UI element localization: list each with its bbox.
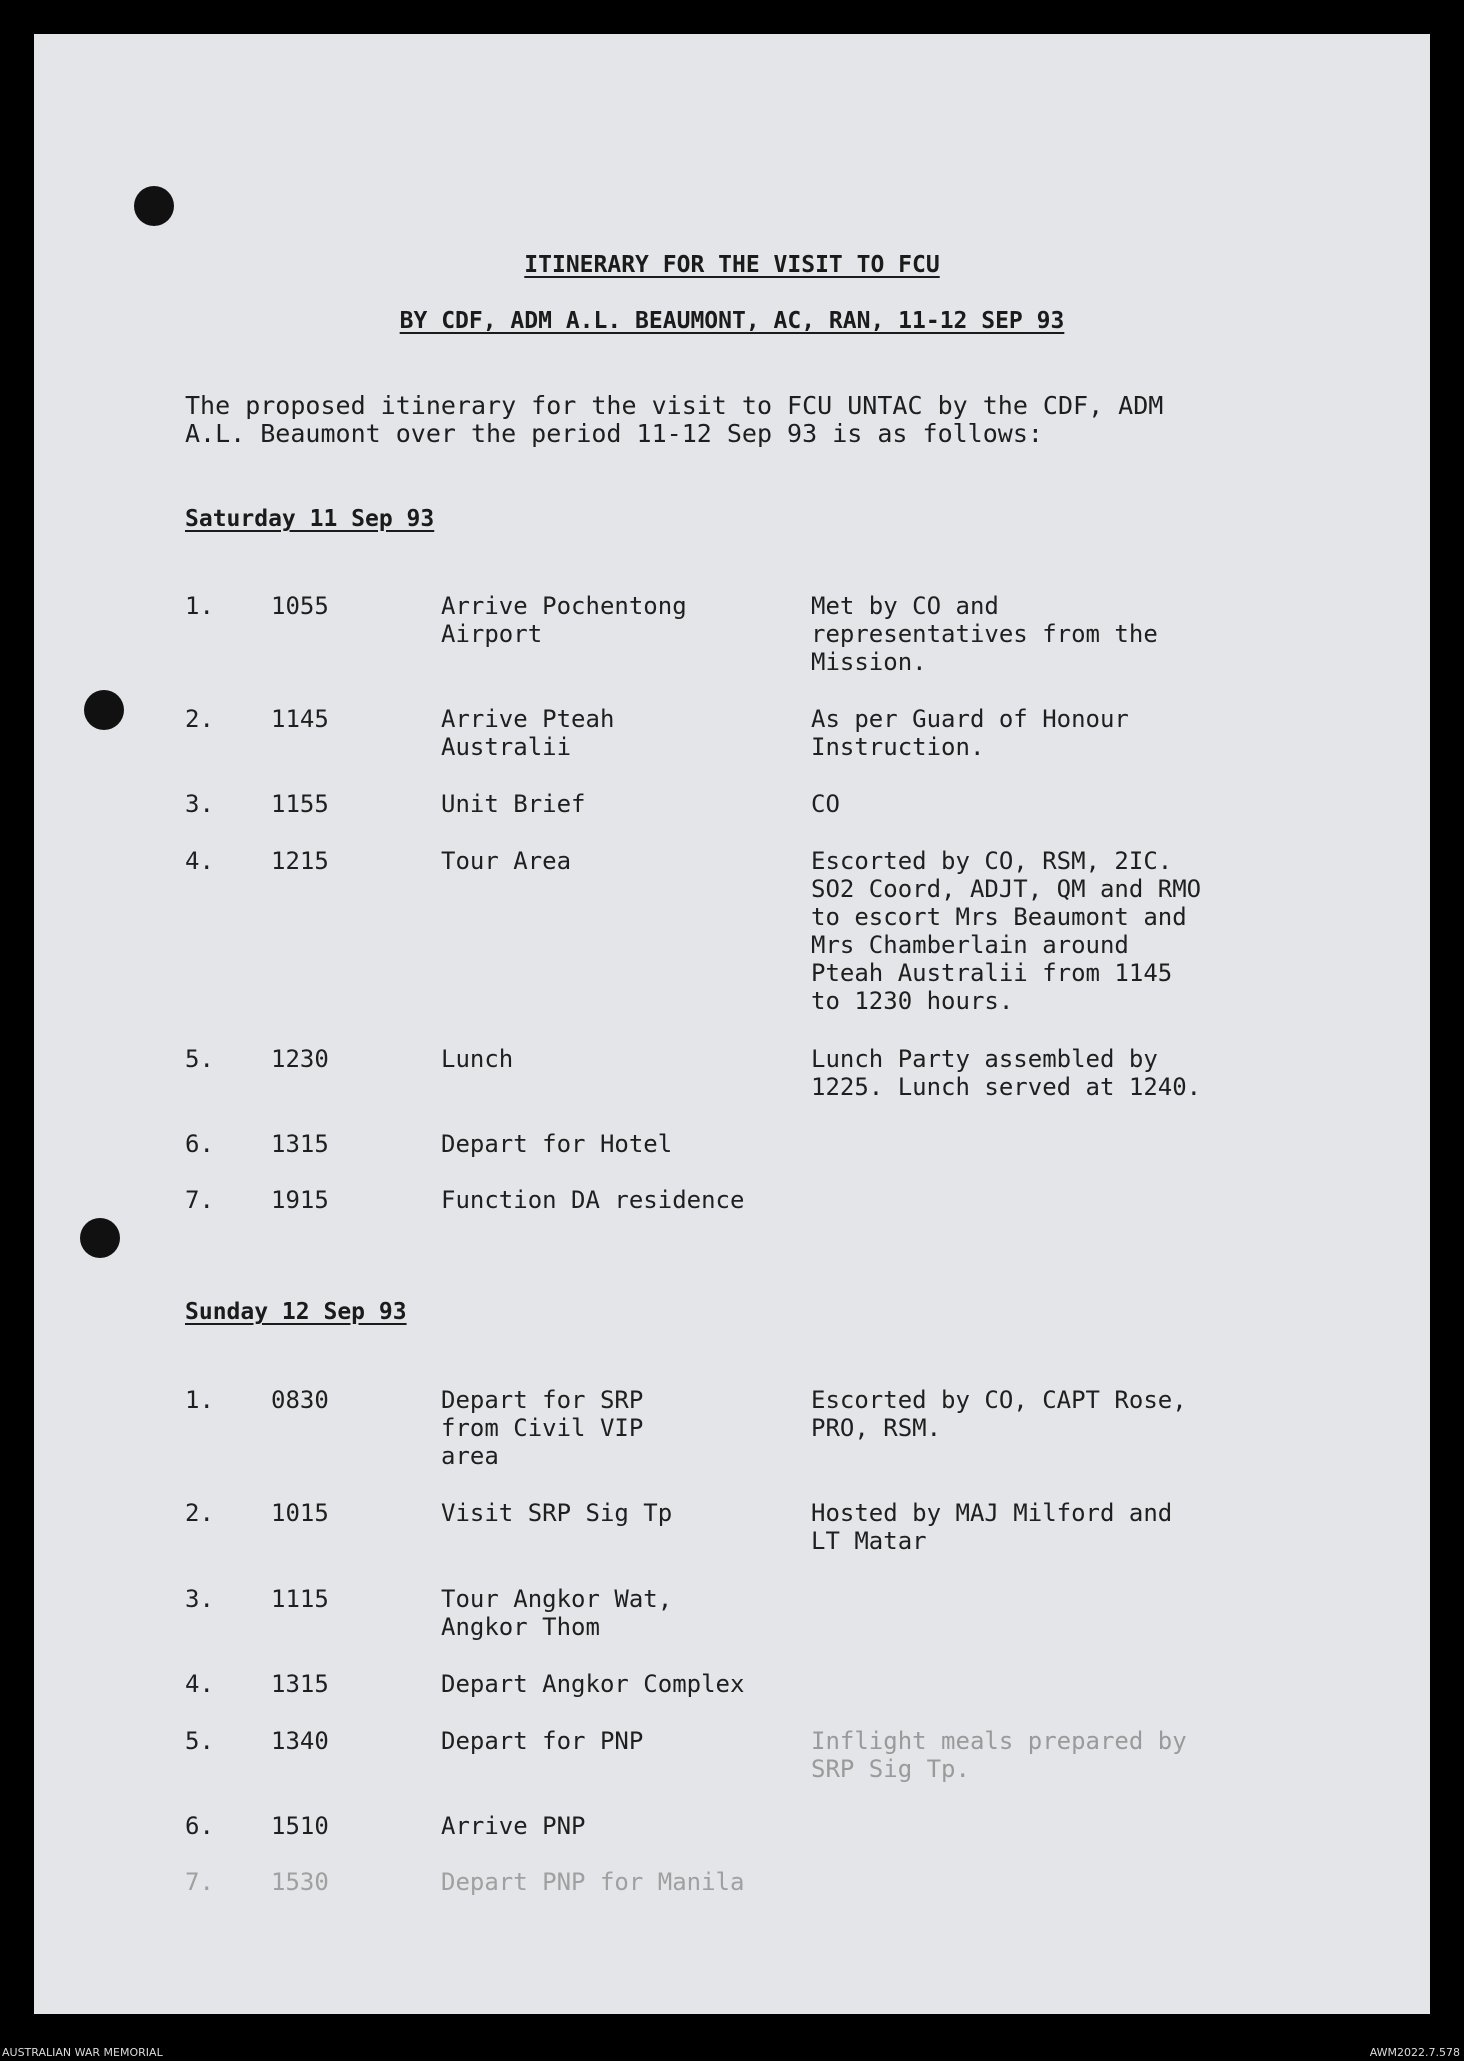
item-time: 1915 xyxy=(271,1186,329,1214)
item-number: 3. xyxy=(185,1585,214,1613)
punch-hole xyxy=(80,1218,120,1258)
item-notes: CO xyxy=(811,790,840,818)
item-notes: As per Guard of Honour Instruction. xyxy=(811,705,1129,761)
item-notes: Lunch Party assembled by 1225. Lunch served at 1240. xyxy=(811,1045,1202,1101)
item-time: 1340 xyxy=(271,1727,329,1755)
item-number: 5. xyxy=(185,1727,214,1755)
item-event: Arrive PNP xyxy=(441,1812,586,1840)
item-time: 1055 xyxy=(271,592,329,620)
item-time: 1530 xyxy=(271,1868,329,1896)
item-number: 2. xyxy=(185,705,214,733)
item-number: 7. xyxy=(185,1868,214,1896)
item-notes: Escorted by CO, RSM, 2IC. SO2 Coord, ADJT, QM and RMO to escort Mrs Beaumont and Mrs Chamberlain around Pteah Australii from 1145 to 1230 hours. xyxy=(811,847,1202,1015)
item-time: 1230 xyxy=(271,1045,329,1073)
item-event: Depart for Hotel xyxy=(441,1130,673,1158)
item-time: 1015 xyxy=(271,1499,329,1527)
day-heading: Sunday 12 Sep 93 xyxy=(185,1299,407,1325)
item-event: Arrive Pteah Australii xyxy=(441,705,615,761)
item-time: 0830 xyxy=(271,1386,329,1414)
item-notes: Met by CO and representatives from the Mission. xyxy=(811,592,1158,676)
item-event: Arrive Pochentong Airport xyxy=(441,592,687,648)
day-heading: Saturday 11 Sep 93 xyxy=(185,506,435,532)
document-title: ITINERARY FOR THE VISIT TO FCU xyxy=(524,252,940,278)
item-event: Depart for SRP from Civil VIP area xyxy=(441,1386,644,1470)
item-time: 1215 xyxy=(271,847,329,875)
punch-hole xyxy=(84,690,124,730)
item-number: 7. xyxy=(185,1186,214,1214)
intro-paragraph: The proposed itinerary for the visit to FCU UNTAC by the CDF, ADM A.L. Beaumont over the period 11-12 Sep 93 is as follows: xyxy=(185,391,1164,448)
item-event: Unit Brief xyxy=(441,790,586,818)
item-notes: Escorted by CO, CAPT Rose, PRO, RSM. xyxy=(811,1386,1187,1442)
punch-hole xyxy=(134,186,174,226)
item-number: 6. xyxy=(185,1812,214,1840)
item-time: 1115 xyxy=(271,1585,329,1613)
item-time: 1315 xyxy=(271,1130,329,1158)
item-event: Tour Area xyxy=(441,847,572,875)
item-event: Visit SRP Sig Tp xyxy=(441,1499,673,1527)
item-event: Lunch xyxy=(441,1045,514,1073)
item-number: 2. xyxy=(185,1499,214,1527)
item-number: 4. xyxy=(185,847,214,875)
item-time: 1145 xyxy=(271,705,329,733)
item-time: 1155 xyxy=(271,790,329,818)
item-event: Tour Angkor Wat, Angkor Thom xyxy=(441,1585,673,1641)
document-page xyxy=(34,34,1430,2014)
document-subtitle: BY CDF, ADM A.L. BEAUMONT, AC, RAN, 11-12 SEP 93 xyxy=(399,308,1065,334)
item-number: 4. xyxy=(185,1670,214,1698)
item-time: 1510 xyxy=(271,1812,329,1840)
item-event: Depart Angkor Complex xyxy=(441,1670,745,1698)
item-notes: Hosted by MAJ Milford and LT Matar xyxy=(811,1499,1173,1555)
item-event: Depart PNP for Manila xyxy=(441,1868,745,1896)
item-event: Depart for PNP xyxy=(441,1727,644,1755)
item-number: 1. xyxy=(185,1386,214,1414)
item-time: 1315 xyxy=(271,1670,329,1698)
item-notes: Inflight meals prepared by SRP Sig Tp. xyxy=(811,1727,1187,1783)
item-event: Function DA residence xyxy=(441,1186,745,1214)
item-number: 3. xyxy=(185,790,214,818)
item-number: 5. xyxy=(185,1045,214,1073)
archive-reference: AWM2022.7.578 xyxy=(1369,2046,1460,2059)
item-number: 1. xyxy=(185,592,214,620)
archive-credit: AUSTRALIAN WAR MEMORIAL xyxy=(2,2046,163,2059)
item-number: 6. xyxy=(185,1130,214,1158)
